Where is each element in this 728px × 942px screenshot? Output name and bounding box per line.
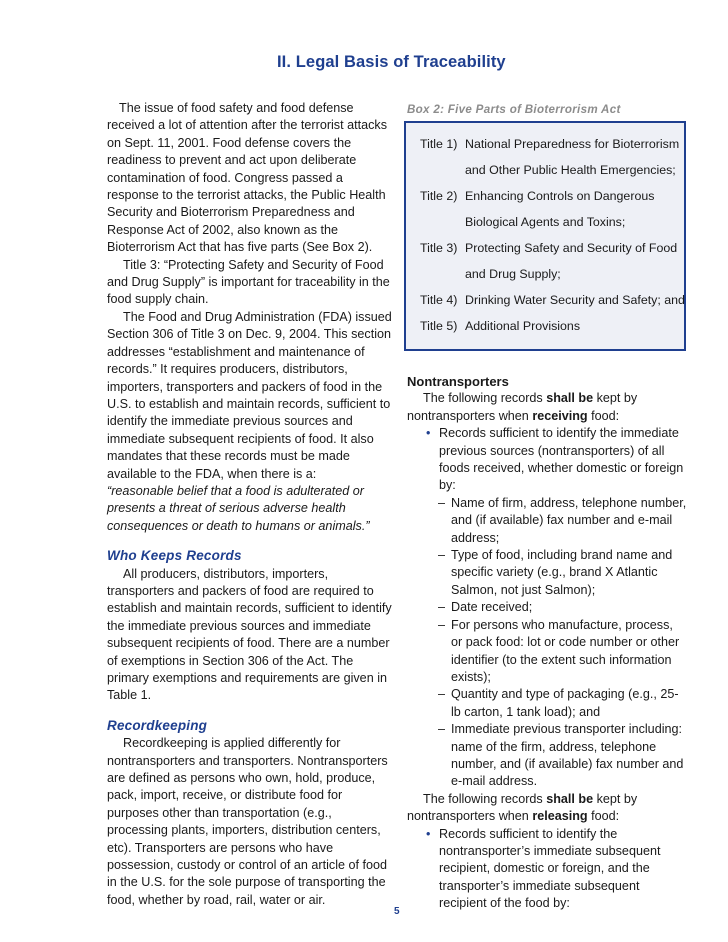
who-keeps-records-heading: Who Keeps Records: [107, 548, 242, 564]
box-label: Box 2: Five Parts of Bioterrorism Act: [407, 103, 621, 116]
box-item-title2: Title 2) Enhancing Controls on Dangerous: [420, 189, 655, 203]
fda-paragraph: The Food and Drug Administration (FDA) issued Section 306 of Title 3 on Dec. 9, 2004. This section addresses “establishment and maintenance of records.” It requires producers, distributors, importers, transporters and packers of food in the U.S. to establish and maintain records, sufficient to identify the immediate previous sources and immediate subsequent recipients of food. It also mandates that these records must be made available to the FDA, when there is a:: [107, 309, 392, 481]
bullet-icon: •: [426, 426, 431, 441]
list-item: – Type of food, including brand name and specific variety (e.g., brand X Atlantic Salmon, not just Salmon);: [438, 548, 673, 597]
recordkeeping-heading: Recordkeeping: [107, 717, 208, 733]
list-item: – Quantity and type of packaging (e.g., 25-lb carton, 1 tank load); and: [438, 687, 679, 719]
nontransporters-heading: Nontransporters: [407, 374, 509, 389]
releasing-intro: The following records shall be kept by nontransporters when releasing food:: [407, 791, 638, 824]
list-item: – Immediate previous transporter including: name of the firm, address, telephone number, and (if available) fax number and e-mail address.: [438, 722, 684, 789]
intro-paragraph: The issue of food safety and food defense received a lot of attention after the terrorist attacks on Sept. 11, 2001. Food defense covers the readiness to prevent and act upon deliberate contamination of food. Congress passed a response to the terrorist attacks, the Public Health Security and Bioterrorism Preparedness and Response Act of 2002, also known as the Bioterrorism Act that has five parts (See Box 2).: [107, 101, 388, 255]
list-item: – Name of firm, address, telephone number, and (if available) fax number and e-mail address;: [438, 495, 687, 545]
box-item-title1-cont: and Other Public Health Emergencies;: [465, 163, 676, 177]
fda-quote: “reasonable belief that a food is adulterated or presents a threat of serious adverse health consequences or death to humans or animals.”: [107, 483, 370, 533]
list-item: – Date received;: [438, 600, 533, 615]
box-item-title3: Title 3) Protecting Safety and Security of Food: [420, 241, 678, 255]
bioterrorism-act-box: [404, 121, 686, 351]
right-column: [407, 373, 687, 913]
box-item-title3-cont: and Drug Supply;: [465, 267, 561, 281]
list-item: – For persons who manufacture, process, or pack food: lot or code number or other identifier (to the extent such information exists);: [438, 617, 680, 684]
box-item-title5: Title 5) Additional Provisions: [420, 319, 581, 333]
box-item-title1: Title 1) National Preparedness for Bioterrorism: [420, 137, 680, 151]
title3-paragraph: Title 3: “Protecting Safety and Security of Food and Drug Supply” is important for traceability in the food supply chain.: [107, 257, 390, 307]
page-number: 5: [394, 906, 400, 917]
releasing-bullet: • Records sufficient to identify the nontransporter’s immediate subsequent recipient, domestic or foreign, and the transporter’s immediate subsequent recipient of the food by:: [426, 826, 661, 911]
box-item-title4: Title 4) Drinking Water Security and Safety; and: [420, 293, 685, 307]
page-title: II. Legal Basis of Traceability: [277, 53, 506, 71]
receiving-intro: The following records shall be kept by nontransporters when receiving food:: [407, 391, 638, 423]
box-item-title2-cont: Biological Agents and Toxins;: [465, 215, 626, 229]
left-column: [107, 100, 393, 909]
who-keeps-records-paragraph: All producers, distributors, importers, transporters and packers of food are required to establish and maintain records, sufficient to identify the immediate previous sources and immediate subsequent recipients of food. There are a number of exemptions in Section 306 of the Act. The primary exemptions and requirements are given in Table 1.: [107, 566, 392, 703]
bullet-icon: •: [426, 826, 431, 841]
receiving-bullet: • Records sufficient to identify the immediate previous sources (nontransporters) of all foods received, whether domestic or foreign by:: [426, 426, 684, 493]
recordkeeping-paragraph: Recordkeeping is applied differently for nontransporters and transporters. Nontransporters are defined as persons who own, hold, produce, pack, import, receive, or distribute food for purposes other than transportation (e.g., processing plants, importers, distribution centers, etc). Transporters are persons who have possession, custody or control of an article of food in the U.S. for the sole purpose of transporting the food, whether by road, rail, water or air.: [107, 736, 388, 907]
